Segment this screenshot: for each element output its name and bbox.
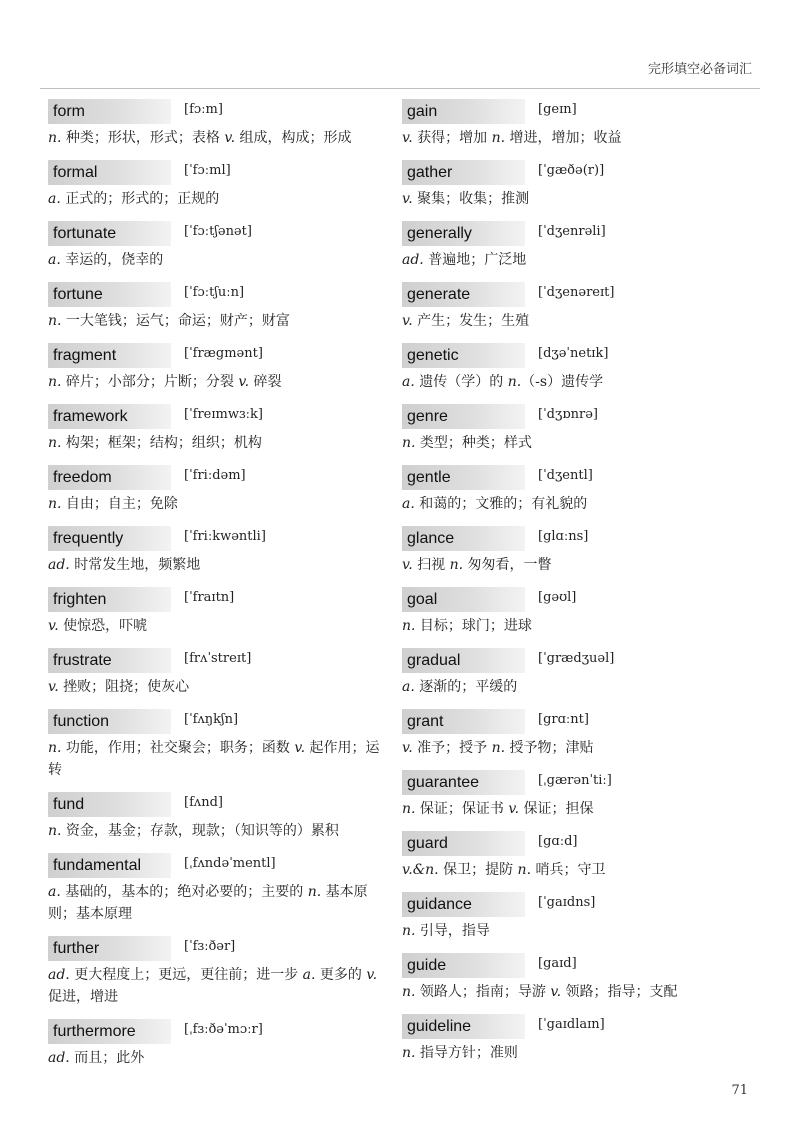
phonetic: [ˈfriːdəm]	[184, 468, 246, 483]
vocab-entry	[402, 770, 747, 820]
headword: freedom	[48, 465, 171, 490]
entry-headword-row	[48, 709, 393, 734]
entry-headword-row	[48, 160, 393, 185]
vocab-entry	[48, 99, 393, 149]
part-of-speech: n.	[48, 130, 62, 146]
vocab-entry	[48, 160, 393, 210]
definition: ad. 而且；此外	[48, 1050, 145, 1066]
vocab-entry	[48, 587, 393, 637]
phonetic: [geɪn]	[538, 102, 577, 117]
definition: v.&n. 保卫；提防 n. 哨兵；守卫	[402, 862, 606, 878]
headword: guard	[402, 831, 525, 856]
part-of-speech: n.	[517, 862, 532, 878]
entry-headword-row	[48, 648, 393, 673]
entry-headword-row	[402, 953, 747, 978]
headword: function	[48, 709, 171, 734]
definition: v. 准予；授予 n. 授予物；津贴	[402, 740, 594, 756]
definition: v. 挫败；阻挠；使灰心	[48, 679, 190, 695]
phonetic: [ˈdʒɒnrə]	[538, 407, 598, 422]
definition: n. 类型；种类；样式	[402, 435, 532, 451]
entry-headword-row	[48, 1019, 393, 1044]
part-of-speech: n.	[307, 884, 322, 900]
definition: a. 逐渐的；平缓的	[402, 679, 518, 695]
part-of-speech: n.	[402, 1045, 416, 1061]
phonetic: [ˈdʒenəreɪt]	[538, 285, 615, 300]
vocab-entry	[402, 404, 747, 454]
phonetic: [gɑːd]	[538, 834, 578, 849]
phonetic: [grɑːnt]	[538, 712, 589, 727]
phonetic: [ˈfɔːtʃənət]	[184, 224, 252, 239]
headword: frequently	[48, 526, 171, 551]
vocab-entry	[402, 221, 747, 271]
part-of-speech: n.	[491, 740, 506, 756]
vocab-entry	[48, 853, 393, 925]
part-of-speech: n.	[48, 823, 62, 839]
definition: v. 扫视 n. 匆匆看，一瞥	[402, 557, 552, 573]
entry-headword-row	[48, 343, 393, 368]
definition: v. 产生；发生；生殖	[402, 313, 530, 329]
headword: goal	[402, 587, 525, 612]
headword: genre	[402, 404, 525, 429]
right-column	[402, 99, 747, 1075]
entry-headword-row	[402, 160, 747, 185]
definition: a. 基础的，基本的；绝对必要的；主要的 n. 基本原则；基本原理	[48, 884, 368, 922]
headword: guide	[402, 953, 525, 978]
part-of-speech: ad.	[48, 967, 70, 983]
phonetic: [ˌgærənˈtiː]	[538, 773, 612, 788]
phonetic: [ˈdʒentl]	[538, 468, 593, 483]
part-of-speech: ad.	[48, 557, 70, 573]
vocab-entry	[48, 1019, 393, 1069]
headword: fragment	[48, 343, 171, 368]
part-of-speech: n.	[491, 130, 506, 146]
definition: n. 构架；框架；结构；组织；机构	[48, 435, 262, 451]
part-of-speech: n.	[48, 740, 62, 756]
part-of-speech: ad.	[48, 1050, 70, 1066]
phonetic: [ˈfɔːtʃuːn]	[184, 285, 245, 300]
definition: a. 正式的；形式的；正规的	[48, 191, 220, 207]
entry-headword-row	[48, 465, 393, 490]
entry-headword-row	[402, 709, 747, 734]
vocab-entry	[48, 404, 393, 454]
phonetic: [ˈgæðə(r)]	[538, 163, 605, 178]
definition: n. 指导方针；准则	[402, 1045, 518, 1061]
entry-headword-row	[48, 221, 393, 246]
phonetic: [ˌfʌndəˈmentl]	[184, 856, 276, 871]
headword: grant	[402, 709, 525, 734]
part-of-speech: a.	[402, 374, 415, 390]
definition: n. 自由；自主；免除	[48, 496, 178, 512]
headword: gradual	[402, 648, 525, 673]
part-of-speech: v.	[402, 191, 413, 207]
entry-headword-row	[48, 99, 393, 124]
definition: ad. 普遍地；广泛地	[402, 252, 527, 268]
part-of-speech: v.	[224, 130, 236, 146]
definition: n. 碎片；小部分；片断；分裂 v. 碎裂	[48, 374, 282, 390]
entry-headword-row	[48, 587, 393, 612]
part-of-speech: n.	[48, 435, 62, 451]
running-header: 完形填空必备词汇	[647, 62, 752, 77]
phonetic: [ˈfɔːml]	[184, 163, 231, 178]
headword: guideline	[402, 1014, 525, 1039]
part-of-speech: n.	[48, 496, 62, 512]
headword: furthermore	[48, 1019, 171, 1044]
headword: guarantee	[402, 770, 525, 795]
headword: gather	[402, 160, 525, 185]
headword: frighten	[48, 587, 171, 612]
definition: ad. 时常发生地，频繁地	[48, 557, 201, 573]
entry-headword-row	[402, 831, 747, 856]
part-of-speech: v.	[294, 740, 306, 756]
phonetic: [glɑːns]	[538, 529, 589, 544]
headword: formal	[48, 160, 171, 185]
vocab-entry	[402, 892, 747, 942]
headword: gentle	[402, 465, 525, 490]
part-of-speech: v.	[48, 679, 59, 695]
headword: fundamental	[48, 853, 171, 878]
vocab-entry	[402, 99, 747, 149]
entry-headword-row	[402, 221, 747, 246]
part-of-speech: n.	[402, 923, 416, 939]
part-of-speech: n.	[449, 557, 464, 573]
entry-headword-row	[48, 936, 393, 961]
vocab-entry	[402, 709, 747, 759]
vocab-entry	[48, 221, 393, 271]
phonetic: [ˈfrægmənt]	[184, 346, 263, 361]
entry-headword-row	[48, 282, 393, 307]
header-rule	[40, 88, 760, 89]
part-of-speech: n.	[402, 984, 416, 1000]
headword: fund	[48, 792, 171, 817]
phonetic: [dʒəˈnetɪk]	[538, 346, 609, 361]
page-number: 71	[731, 1083, 748, 1098]
vocab-entry	[402, 343, 747, 393]
phonetic: [ˈfʌŋkʃn]	[184, 712, 239, 727]
phonetic: [ˈfɜːðər]	[184, 939, 236, 954]
phonetic: [frʌˈstreɪt]	[184, 651, 252, 666]
part-of-speech: v.	[48, 618, 59, 634]
vocab-entry	[402, 953, 747, 1003]
part-of-speech: ad.	[402, 252, 424, 268]
phonetic: [ˈgaɪdlaɪn]	[538, 1017, 605, 1032]
part-of-speech: v.	[508, 801, 520, 817]
headword: frustrate	[48, 648, 171, 673]
definition: n. 领路人；指南；导游 v. 领路；指导；支配	[402, 984, 678, 1000]
entry-headword-row	[402, 465, 747, 490]
vocab-entry	[48, 526, 393, 576]
headword: fortune	[48, 282, 171, 307]
part-of-speech: v.	[402, 130, 413, 146]
entry-headword-row	[402, 99, 747, 124]
vocab-entry	[402, 282, 747, 332]
definition: v. 获得；增加 n. 增进，增加；收益	[402, 130, 622, 146]
definition: n. 种类；形状，形式；表格 v. 组成，构成；形成	[48, 130, 352, 146]
phonetic: [ˈgaɪdns]	[538, 895, 596, 910]
definition: n. 引导，指导	[402, 923, 490, 939]
vocab-entry	[48, 648, 393, 698]
entry-headword-row	[402, 587, 747, 612]
phonetic: [ˈfraɪtn]	[184, 590, 235, 605]
entry-headword-row	[48, 526, 393, 551]
headword: generally	[402, 221, 525, 246]
phonetic: [ˈgrædʒuəl]	[538, 651, 615, 666]
entry-headword-row	[48, 404, 393, 429]
definition: a. 遗传（学）的 n.（-s）遗传学	[402, 374, 604, 390]
part-of-speech: v.	[402, 557, 413, 573]
headword: further	[48, 936, 171, 961]
vocab-entry	[48, 709, 393, 781]
part-of-speech: v.	[402, 740, 413, 756]
entry-headword-row	[402, 1014, 747, 1039]
definition: a. 和蔼的；文雅的；有礼貌的	[402, 496, 588, 512]
vocab-entry	[48, 282, 393, 332]
vocab-entry	[48, 936, 393, 1008]
headword: guidance	[402, 892, 525, 917]
vocab-entry	[402, 160, 747, 210]
phonetic: [ˈdʒenrəli]	[538, 224, 606, 239]
left-column	[48, 99, 393, 1080]
headword: glance	[402, 526, 525, 551]
phonetic: [ˌfɜːðəˈmɔːr]	[184, 1022, 263, 1037]
part-of-speech: a.	[402, 496, 415, 512]
part-of-speech: v.&n.	[402, 862, 439, 878]
part-of-speech: a.	[48, 191, 61, 207]
part-of-speech: a.	[302, 967, 316, 983]
entry-headword-row	[48, 792, 393, 817]
vocab-entry	[402, 587, 747, 637]
headword: gain	[402, 99, 525, 124]
entry-headword-row	[48, 853, 393, 878]
entry-headword-row	[402, 526, 747, 551]
vocab-entry	[402, 465, 747, 515]
headword: form	[48, 99, 171, 124]
entry-headword-row	[402, 343, 747, 368]
vocab-entry	[402, 831, 747, 881]
part-of-speech: a.	[402, 679, 415, 695]
phonetic: [gaɪd]	[538, 956, 577, 971]
phonetic: [gəʊl]	[538, 590, 577, 605]
part-of-speech: a.	[48, 252, 61, 268]
phonetic: [ˈfreɪmwɜːk]	[184, 407, 263, 422]
definition: n. 一大笔钱；运气；命运；财产；财富	[48, 313, 290, 329]
definition: n. 保证；保证书 v. 保证；担保	[402, 801, 594, 817]
definition: n. 资金，基金；存款，现款；（知识等的）累积	[48, 823, 339, 839]
phonetic: [ˈfriːkwəntli]	[184, 529, 266, 544]
vocab-entry	[48, 792, 393, 842]
definition: v. 聚集；收集；推测	[402, 191, 530, 207]
headword: generate	[402, 282, 525, 307]
vocab-entry	[402, 648, 747, 698]
vocab-entry	[48, 465, 393, 515]
part-of-speech: n.	[48, 313, 62, 329]
part-of-speech: v.	[366, 967, 378, 983]
entry-headword-row	[402, 648, 747, 673]
vocab-entry	[48, 343, 393, 393]
definition: ad. 更大程度上；更远，更往前；进一步 a. 更多的 v. 促进，增进	[48, 967, 378, 1005]
part-of-speech: v.	[238, 374, 250, 390]
part-of-speech: v.	[550, 984, 562, 1000]
phonetic: [fʌnd]	[184, 795, 223, 810]
part-of-speech: a.	[48, 884, 61, 900]
entry-headword-row	[402, 404, 747, 429]
definition: v. 使惊恐，吓唬	[48, 618, 148, 634]
entry-headword-row	[402, 282, 747, 307]
definition: n. 目标；球门；进球	[402, 618, 532, 634]
vocab-entry	[402, 1014, 747, 1064]
phonetic: [fɔːm]	[184, 102, 223, 117]
part-of-speech: n.	[507, 374, 522, 390]
headword: framework	[48, 404, 171, 429]
part-of-speech: n.	[402, 801, 416, 817]
part-of-speech: n.	[402, 618, 416, 634]
part-of-speech: v.	[402, 313, 413, 329]
part-of-speech: n.	[402, 435, 416, 451]
headword: genetic	[402, 343, 525, 368]
definition: n. 功能，作用；社交聚会；职务；函数 v. 起作用；运转	[48, 740, 380, 778]
entry-headword-row	[402, 770, 747, 795]
vocab-entry	[402, 526, 747, 576]
part-of-speech: n.	[48, 374, 62, 390]
definition: a. 幸运的，侥幸的	[48, 252, 164, 268]
entry-headword-row	[402, 892, 747, 917]
headword: fortunate	[48, 221, 171, 246]
